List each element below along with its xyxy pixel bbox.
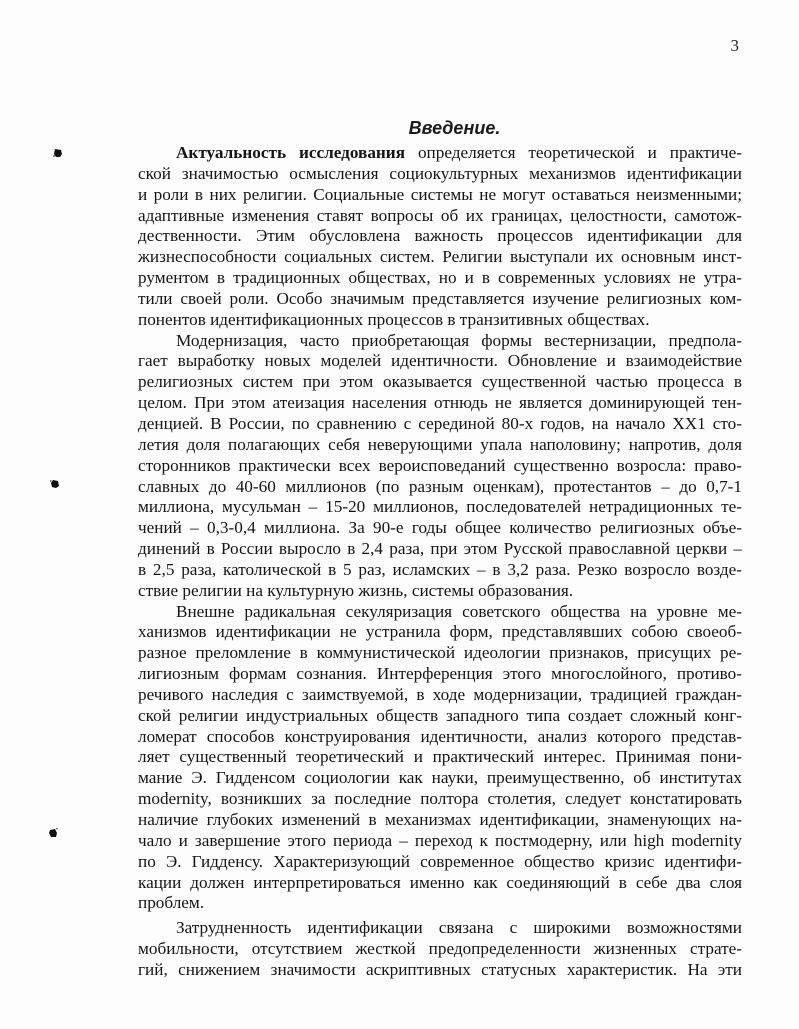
paragraph [138,143,742,331]
text-line: Затрудненность идентификации связана с широкими возможностями [176,918,742,938]
paragraph [138,918,742,981]
line-text: определяется теоретической и практиче- [405,143,742,162]
text-line: и роли в них религии. Социальные системы не могут оставаться неизменными; [138,184,742,204]
text-line: мобильности, отсутствием жесткой предопределенности жизненных страте- [138,939,742,959]
body-text [138,143,742,981]
text-line: чений – 0,3-0,4 миллиона. За 90-е годы общее количество религиозных объе- [138,518,742,538]
text-line: гий, снижением значимости аскриптивных статусных характеристик. На эти [138,959,742,979]
text-line: Модернизация, часто приобретающая формы вестернизации, предпола- [176,330,742,350]
text-line: ханизмов идентификации не устранила форм, представлявших собою своеоб- [138,622,742,642]
text-line: чало и завершение этого периода – переход к постмодерну, или high modernity [138,830,742,850]
text-line: кации должен интерпретироваться именно как соединяющий в себе два слоя [138,872,742,892]
text-line: речивого наследия с заимствуемой, в ходе модернизации, традицией граждан- [138,684,742,704]
text-line: религиозных систем при этом оказывается существенной частью процесса в [138,372,742,392]
paragraph [138,602,742,915]
text-line: гает выработку новых моделей идентичности. Обновление и взаимодействие [138,351,742,371]
text-line: наличие глубоких изменений в механизмах идентификации, знаменующих на- [138,810,742,829]
text-line: проблем. [138,893,205,913]
text-line: понентов идентификационных процессов в транзитивных обществах. [138,309,650,329]
text-line: целом. При этом атеизация населения отнюдь не является доминирующей тен- [138,393,742,413]
text-line: ствие религии на культурную жизнь, системы образования. [138,580,574,600]
text-line: Внешне радикальная секуляризация советского общества на уровне ме- [176,601,742,621]
text-line: разное преломление в коммунистической идеологии признаков, присущих ре- [138,643,742,663]
ink-blot-icon [50,479,60,489]
text-line: славных до 40-60 миллионов (по разным оценкам), протестантов – до 0,7-1 [138,476,742,496]
paragraph [138,331,742,602]
text-line: рументом в традиционных обществах, но и в современных условиях не утра- [138,268,742,288]
text-line: ской значимостью осмысления социокультурных механизмов идентификации [138,163,742,183]
text-line: адаптивные изменения ставят вопросы об их границах, целостности, самотож- [138,205,742,225]
text-line: денцией. В России, по сравнению с серединой 80-х годов, на начало XX1 сто- [138,413,742,433]
text-line: ляет существенный теоретический и практический интерес. Принимая пони- [138,747,742,767]
section-heading: Введение. [408,118,501,138]
page-number: 3 [730,36,739,55]
ink-blot-icon [48,828,58,838]
bold-term: Актуальность исследования [176,143,406,162]
ink-blot-icon [53,148,63,158]
text-line [138,143,742,164]
text-line: дественности. Этим обусловлена важность процессов идентификации для [138,226,742,246]
text-line: летия доля полагающих себя неверующими упала наполовину; напротив, доля [138,434,742,454]
text-line: миллиона, мусульман – 15-20 миллионов, последователей нетрадиционных те- [138,497,742,517]
text-line: жизнеспособности социальных систем. Религии выступали их основным инст- [138,247,742,267]
text-line: ской религии индустриальных обществ западного типа создает сложный конг- [138,705,742,725]
text-line: modernity, возникших за последние полтора столетия, следует констатировать [138,789,742,809]
text-line: тили своей роли. Особо значимым представляется изучение религиозных ком- [138,288,742,308]
text-line: динений в России выросло в 2,4 раза, при этом Русской православной церкви – [138,539,742,559]
text-line: сторонников практически всех вероисповеданий существенно возросла: право- [138,455,742,475]
text-line: по Э. Гидденсу. Характеризующий современное общество кризис идентифи- [138,851,742,871]
text-line: лигиозным формам сознания. Интерференция этого многослойного, противо- [138,664,742,684]
text-line: в 2,5 раза, католической в 5 раз, исламских – в 3,2 раза. Резко возросло возде- [138,559,742,579]
text-line: мание Э. Гидденсом социологии как науки, преимущественно, об институтах [138,768,742,788]
text-line: ломерат способов конструирования идентичности, анализ которого представ- [138,726,742,746]
